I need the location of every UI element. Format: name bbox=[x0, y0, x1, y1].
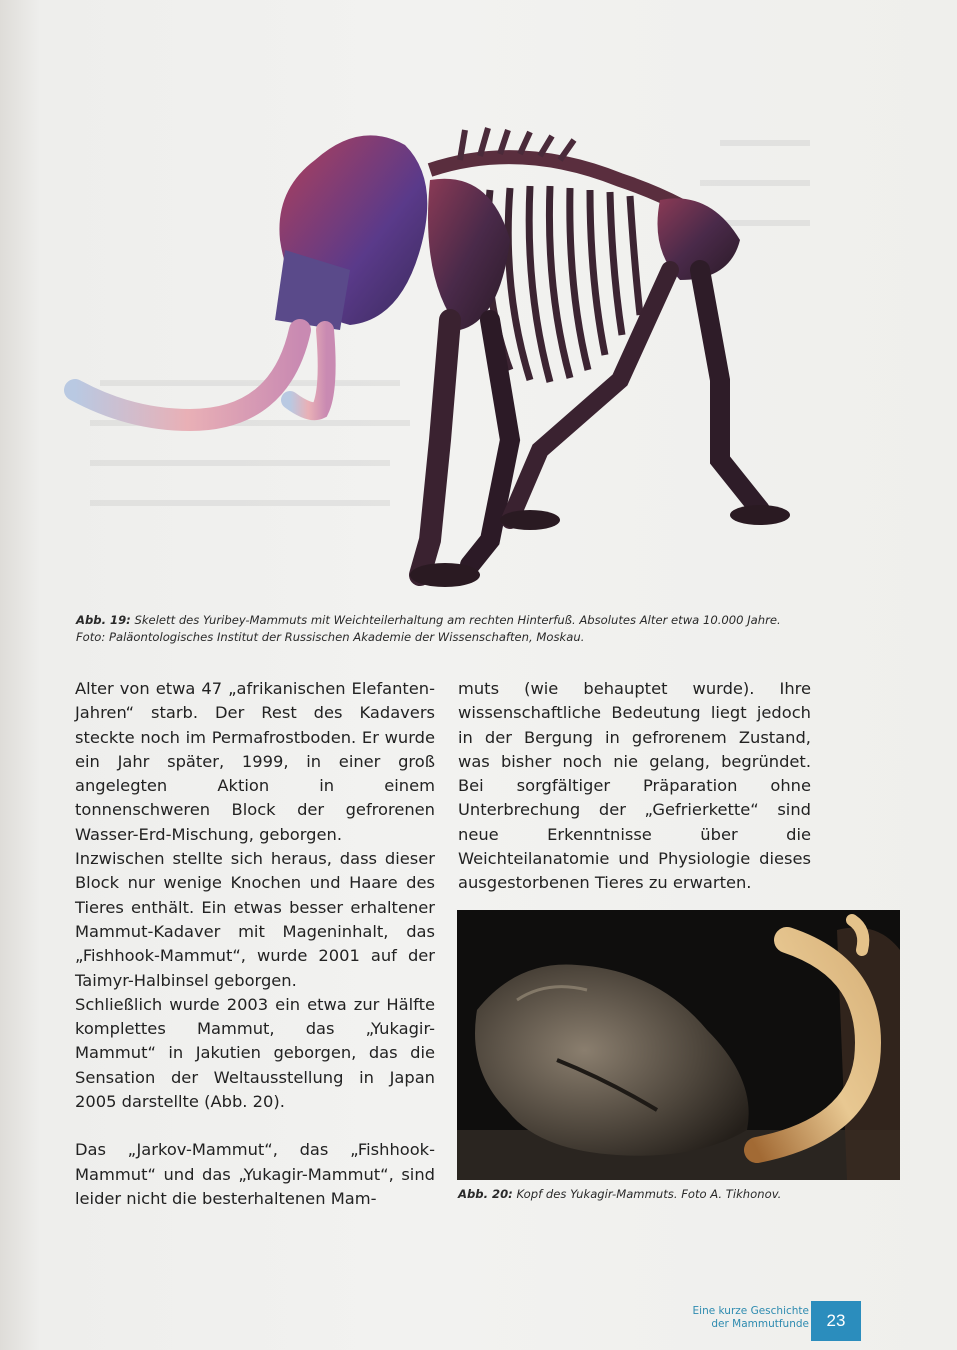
paragraph: Inzwischen stellte sich heraus, dass dieser Block nur wenige Knochen und Haare des Tieres enthält. Ein etwas besser erhaltener Mammut-Kadaver mit Mageninhalt, das „Fishhook-Mammut“, wurde 2001 auf der Taimyr-Halbinsel geborgen. bbox=[75, 849, 435, 990]
paragraph: muts (wie behauptet wurde). Ihre wissenschaftliche Bedeutung liegt jedoch in der Bergung in gefrorenem Zustand, was bisher noch nie gelang, begründet. Bei sorgfältiger Präparation ohne Unterbrechung der „Gefrierkette“ sind neue Erkenntnisse über die Weichteilanatomie und Physiologie dieses ausgestorbenen Tieres zu erwarten. bbox=[458, 679, 811, 893]
left-text-column bbox=[75, 677, 435, 1211]
figure-20-label: Abb. 20: bbox=[458, 1187, 513, 1201]
yukagir-mammoth-head-photo bbox=[457, 910, 900, 1180]
footer-section-line1: Eine kurze Geschichte bbox=[692, 1305, 809, 1317]
paragraph: Das „Jarkov-Mammut“, das „Fishhook-Mammut“ und das „Yukagir-Mammut“, sind leider nicht die besterhaltenen Mam- bbox=[75, 1140, 435, 1208]
figure-20-caption bbox=[458, 1186, 898, 1203]
paragraph: Alter von etwa 47 „afrikanischen Elefanten-Jahren“ starb. Der Rest des Kadavers steckte noch im Permafrostboden. Er wurde ein Jahr später, 1999, in einer groß angelegten Aktion in einem tonnenschweren Block der gefrorenen Wasser-Erd-Mischung, geborgen. bbox=[75, 679, 435, 844]
running-footer bbox=[693, 1305, 809, 1331]
figure-19-caption-text: Skelett des Yuribey-Mammuts mit Weichteilerhaltung am rechten Hinterfuß. Absolutes Alter etwa 10.000 Jahre. bbox=[130, 613, 781, 627]
figure-19-label: Abb. 19: bbox=[76, 613, 131, 627]
mammoth-skeleton-photo bbox=[60, 120, 820, 600]
page-number: 23 bbox=[811, 1301, 861, 1341]
figure-19-credit: Foto: Paläontologisches Institut der Russischen Akademie der Wissenschaften, Moskau. bbox=[76, 630, 585, 644]
right-text-column bbox=[458, 677, 811, 896]
figure-20-caption-text: Kopf des Yukagir-Mammuts. Foto A. Tikhonov. bbox=[512, 1187, 782, 1201]
footer-section-line2: der Mammutfunde bbox=[711, 1318, 809, 1330]
paragraph: Schließlich wurde 2003 ein etwa zur Hälfte komplettes Mammut, das „Yukagir-Mammut“ in Jakutien geborgen, das die Sensation der Weltausstellung in Japan 2005 darstellte (Abb. 20). bbox=[75, 994, 435, 1112]
figure-19-caption bbox=[76, 612, 876, 646]
